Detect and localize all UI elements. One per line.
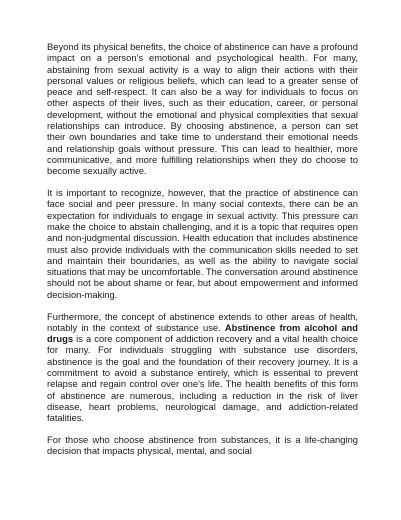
paragraph-life-changing: For those who choose abstinence from substances, it is a life-changing decision that impacts physical, mental, and social — [47, 434, 358, 457]
document-page — [47, 41, 358, 467]
paragraph-substance-use-body: is a core component of addiction recovery and a vital health choice for many. For individuals struggling with substance use disorders, abstinence is the goal and the foundation of their recovery journey. It is a commitment to avoid a substance entirely, which is essential to prevent relapse and regain control over one's life. The health benefits of this form of abstinence are numerous, including a reduction in the risk of liver disease, heart problems, neurological damage, and addiction-related fatalities. — [47, 333, 358, 424]
bold-phrase-substance-abstinence: Abstinence from alcohol and drugs — [47, 321, 359, 345]
paragraph-substance-use — [47, 311, 358, 424]
paragraph-emotional-health: Beyond its physical benefits, the choice of abstinence can have a profound impact on a person’s emotional and psychological health. For many, abstaining from sexual activity is a way to align their actions with their personal values or religious beliefs, which can lead to a greater sense of peace and self-respect. It can also be a way for individuals to focus on other aspects of their lives, such as their education, career, or personal development, without the emotional and physical complexities that sexual relationships can introduce. By choosing abstinence, a person can set their own boundaries and take time to understand their emotional needs and relationship goals without pressure. This can lead to healthier, more communicative, and more fulfilling relationships when they do choose to become sexually active. — [47, 41, 358, 177]
paragraph-substance-use-intro: Furthermore, the concept of abstinence extends to other areas of health, notably in the context of substance use. — [47, 310, 358, 333]
paragraph-social-pressure: It is important to recognize, however, that the practice of abstinence can face social and peer pressure. In many social contexts, there can be an expectation for individuals to engage in sexual activity. This pressure can make the choice to abstain challenging, and it is a topic that requires open and non-judgmental discussion. Health education that includes abstinence must also provide individuals with the communication skills needed to set and maintain their boundaries, as well as the ability to navigate social situations that may be uncomfortable. The conversation around abstinence should not be about shame or fear, but about empowerment and informed decision-making. — [47, 187, 358, 300]
